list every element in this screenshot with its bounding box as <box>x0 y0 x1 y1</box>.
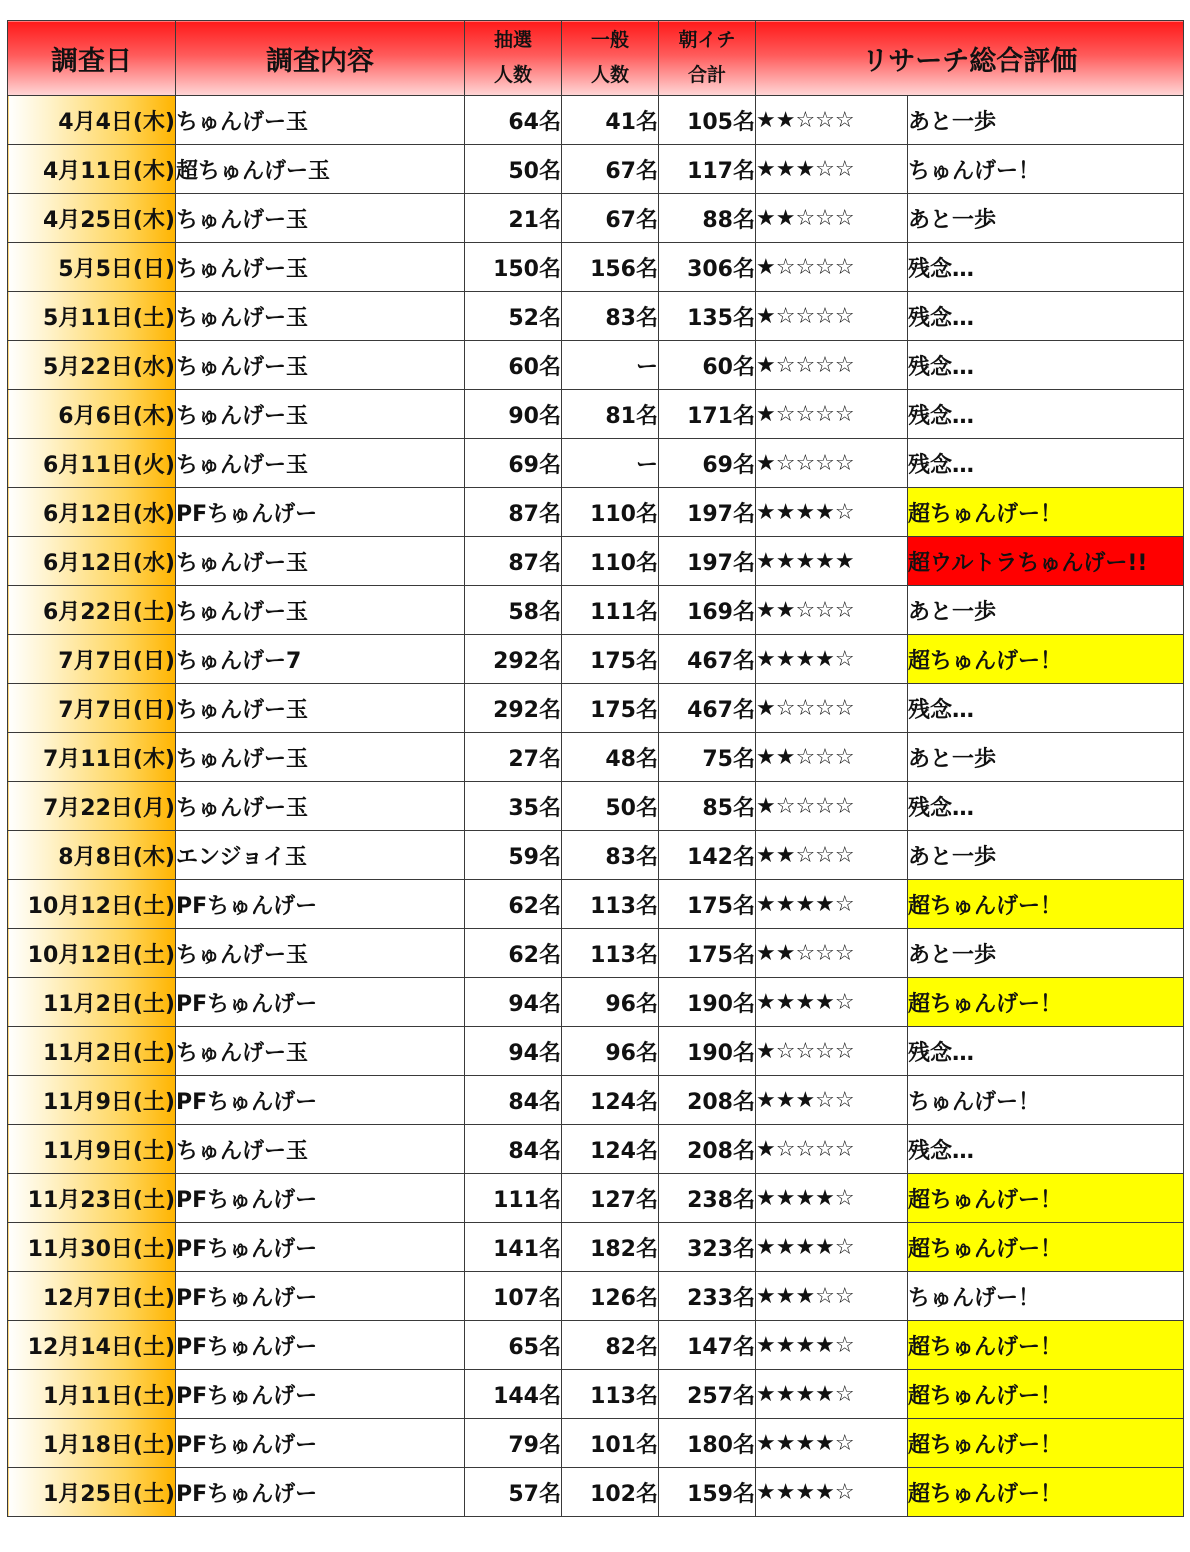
cell-general-count: 113名 <box>562 929 659 978</box>
cell-content: ちゅんげー玉 <box>176 439 465 488</box>
cell-content: PFちゅんげー <box>176 1321 465 1370</box>
cell-star-rating: ★★★☆☆ <box>756 1076 908 1125</box>
cell-general-count: 182名 <box>562 1223 659 1272</box>
cell-general-count: 48名 <box>562 733 659 782</box>
cell-general-count: 96名 <box>562 1027 659 1076</box>
cell-general-count: 175名 <box>562 635 659 684</box>
cell-evaluation: 残念… <box>908 1125 1184 1174</box>
cell-evaluation: 残念… <box>908 390 1184 439</box>
cell-content: PFちゅんげー <box>176 1174 465 1223</box>
header-morning-line2: 合計 <box>687 64 726 86</box>
table-row <box>8 390 1184 439</box>
cell-date: 1月25日(土) <box>8 1468 176 1517</box>
cell-star-rating: ★★★☆☆ <box>756 145 908 194</box>
cell-star-rating: ★☆☆☆☆ <box>756 684 908 733</box>
cell-general-count: 175名 <box>562 684 659 733</box>
cell-evaluation: 超ちゅんげー！ <box>908 1223 1184 1272</box>
cell-lottery-count: 90名 <box>465 390 562 439</box>
cell-general-count: 156名 <box>562 243 659 292</box>
cell-morning-total: 147名 <box>659 1321 756 1370</box>
cell-general-count: 50名 <box>562 782 659 831</box>
cell-morning-total: 208名 <box>659 1125 756 1174</box>
cell-star-rating: ★★☆☆☆ <box>756 929 908 978</box>
cell-content: PFちゅんげー <box>176 1468 465 1517</box>
table-row <box>8 1027 1184 1076</box>
cell-morning-total: 467名 <box>659 684 756 733</box>
cell-content: ちゅんげー玉 <box>176 96 465 145</box>
cell-general-count: 102名 <box>562 1468 659 1517</box>
cell-lottery-count: 64名 <box>465 96 562 145</box>
cell-content: PFちゅんげー <box>176 488 465 537</box>
cell-evaluation: 超ちゅんげー！ <box>908 1419 1184 1468</box>
cell-date: 11月9日(土) <box>8 1076 176 1125</box>
header-lottery-line2: 人数 <box>493 64 532 86</box>
cell-evaluation: 残念… <box>908 684 1184 733</box>
cell-lottery-count: 141名 <box>465 1223 562 1272</box>
cell-evaluation: あと一歩 <box>908 733 1184 782</box>
cell-morning-total: 88名 <box>659 194 756 243</box>
cell-lottery-count: 62名 <box>465 880 562 929</box>
cell-morning-total: 142名 <box>659 831 756 880</box>
table-row <box>8 684 1184 733</box>
cell-content: ちゅんげー7 <box>176 635 465 684</box>
cell-general-count: 113名 <box>562 1370 659 1419</box>
table-row <box>8 1370 1184 1419</box>
cell-lottery-count: 94名 <box>465 1027 562 1076</box>
cell-content: PFちゅんげー <box>176 1223 465 1272</box>
cell-date: 6月22日(土) <box>8 586 176 635</box>
cell-lottery-count: 144名 <box>465 1370 562 1419</box>
cell-date: 5月11日(土) <box>8 292 176 341</box>
cell-lottery-count: 150名 <box>465 243 562 292</box>
table-row <box>8 243 1184 292</box>
cell-general-count: 111名 <box>562 586 659 635</box>
cell-star-rating: ★☆☆☆☆ <box>756 1027 908 1076</box>
cell-date: 6月11日(火) <box>8 439 176 488</box>
cell-date: 12月7日(土) <box>8 1272 176 1321</box>
header-date: 調査日 <box>8 21 176 96</box>
cell-general-count: 101名 <box>562 1419 659 1468</box>
cell-lottery-count: 111名 <box>465 1174 562 1223</box>
cell-star-rating: ★★★★★ <box>756 537 908 586</box>
cell-star-rating: ★★★★☆ <box>756 1468 908 1517</box>
cell-content: ちゅんげー玉 <box>176 782 465 831</box>
header-rating: リサーチ総合評価 <box>756 21 1184 96</box>
cell-evaluation: 超ちゅんげー！ <box>908 488 1184 537</box>
cell-star-rating: ★★★★☆ <box>756 978 908 1027</box>
cell-star-rating: ★★☆☆☆ <box>756 96 908 145</box>
cell-star-rating: ★☆☆☆☆ <box>756 439 908 488</box>
cell-lottery-count: 292名 <box>465 635 562 684</box>
cell-date: 5月22日(水) <box>8 341 176 390</box>
cell-lottery-count: 21名 <box>465 194 562 243</box>
cell-lottery-count: 60名 <box>465 341 562 390</box>
cell-star-rating: ★★★★☆ <box>756 1370 908 1419</box>
cell-date: 11月30日(土) <box>8 1223 176 1272</box>
cell-content: 超ちゅんげー玉 <box>176 145 465 194</box>
table-row <box>8 1468 1184 1517</box>
table-row <box>8 831 1184 880</box>
cell-date: 11月23日(土) <box>8 1174 176 1223</box>
cell-morning-total: 171名 <box>659 390 756 439</box>
cell-lottery-count: 107名 <box>465 1272 562 1321</box>
cell-morning-total: 208名 <box>659 1076 756 1125</box>
table-row <box>8 1272 1184 1321</box>
table-row <box>8 1076 1184 1125</box>
cell-general-count: 67名 <box>562 145 659 194</box>
table-row <box>8 978 1184 1027</box>
cell-date: 1月11日(土) <box>8 1370 176 1419</box>
cell-star-rating: ★★★★☆ <box>756 880 908 929</box>
cell-general-count: ー <box>562 341 659 390</box>
cell-general-count: 124名 <box>562 1076 659 1125</box>
cell-content: PFちゅんげー <box>176 978 465 1027</box>
table-row <box>8 1321 1184 1370</box>
cell-evaluation: 超ちゅんげー！ <box>908 1370 1184 1419</box>
table-row <box>8 880 1184 929</box>
cell-date: 11月2日(土) <box>8 1027 176 1076</box>
cell-content: ちゅんげー玉 <box>176 684 465 733</box>
cell-date: 4月11日(木) <box>8 145 176 194</box>
cell-morning-total: 85名 <box>659 782 756 831</box>
cell-evaluation: ちゅんげー！ <box>908 1076 1184 1125</box>
table-row <box>8 1174 1184 1223</box>
cell-morning-total: 175名 <box>659 929 756 978</box>
cell-lottery-count: 27名 <box>465 733 562 782</box>
research-table <box>7 20 1184 1517</box>
cell-morning-total: 159名 <box>659 1468 756 1517</box>
cell-evaluation: あと一歩 <box>908 929 1184 978</box>
cell-lottery-count: 50名 <box>465 145 562 194</box>
cell-morning-total: 75名 <box>659 733 756 782</box>
cell-general-count: 83名 <box>562 292 659 341</box>
cell-evaluation: あと一歩 <box>908 96 1184 145</box>
header-general-line2: 人数 <box>590 64 629 86</box>
cell-evaluation: 超ウルトラちゅんげー!! <box>908 537 1184 586</box>
cell-lottery-count: 79名 <box>465 1419 562 1468</box>
cell-morning-total: 190名 <box>659 1027 756 1076</box>
cell-lottery-count: 62名 <box>465 929 562 978</box>
cell-content: ちゅんげー玉 <box>176 929 465 978</box>
table-row <box>8 341 1184 390</box>
cell-content: PFちゅんげー <box>176 1272 465 1321</box>
cell-evaluation: あと一歩 <box>908 586 1184 635</box>
cell-date: 12月14日(土) <box>8 1321 176 1370</box>
cell-date: 11月2日(土) <box>8 978 176 1027</box>
cell-morning-total: 238名 <box>659 1174 756 1223</box>
header-content: 調査内容 <box>176 21 465 96</box>
header-general-line1: 一般 <box>590 29 629 51</box>
cell-lottery-count: 52名 <box>465 292 562 341</box>
cell-lottery-count: 87名 <box>465 537 562 586</box>
cell-star-rating: ★☆☆☆☆ <box>756 390 908 439</box>
cell-morning-total: 197名 <box>659 537 756 586</box>
cell-date: 11月9日(土) <box>8 1125 176 1174</box>
table-row <box>8 586 1184 635</box>
cell-date: 1月18日(土) <box>8 1419 176 1468</box>
cell-morning-total: 60名 <box>659 341 756 390</box>
cell-star-rating: ★★★★☆ <box>756 1174 908 1223</box>
cell-evaluation: 残念… <box>908 341 1184 390</box>
cell-star-rating: ★★☆☆☆ <box>756 733 908 782</box>
table-header <box>8 21 1184 96</box>
cell-lottery-count: 35名 <box>465 782 562 831</box>
cell-star-rating: ★★☆☆☆ <box>756 194 908 243</box>
cell-general-count: 82名 <box>562 1321 659 1370</box>
cell-content: ちゅんげー玉 <box>176 537 465 586</box>
cell-date: 6月6日(木) <box>8 390 176 439</box>
cell-morning-total: 257名 <box>659 1370 756 1419</box>
cell-morning-total: 69名 <box>659 439 756 488</box>
cell-star-rating: ★★☆☆☆ <box>756 831 908 880</box>
header-general <box>562 21 659 96</box>
cell-general-count: 126名 <box>562 1272 659 1321</box>
cell-lottery-count: 94名 <box>465 978 562 1027</box>
cell-star-rating: ★★★★☆ <box>756 488 908 537</box>
table-row <box>8 439 1184 488</box>
cell-star-rating: ★☆☆☆☆ <box>756 1125 908 1174</box>
cell-evaluation: 超ちゅんげー！ <box>908 978 1184 1027</box>
cell-date: 6月12日(水) <box>8 537 176 586</box>
cell-star-rating: ★☆☆☆☆ <box>756 243 908 292</box>
cell-morning-total: 233名 <box>659 1272 756 1321</box>
cell-date: 6月12日(水) <box>8 488 176 537</box>
cell-date: 10月12日(土) <box>8 929 176 978</box>
cell-star-rating: ★☆☆☆☆ <box>756 782 908 831</box>
table-row <box>8 1125 1184 1174</box>
cell-general-count: 110名 <box>562 537 659 586</box>
cell-content: PFちゅんげー <box>176 1076 465 1125</box>
cell-morning-total: 190名 <box>659 978 756 1027</box>
cell-content: ちゅんげー玉 <box>176 194 465 243</box>
cell-evaluation: 残念… <box>908 292 1184 341</box>
cell-content: PFちゅんげー <box>176 1370 465 1419</box>
cell-evaluation: 残念… <box>908 439 1184 488</box>
header-morning-total <box>659 21 756 96</box>
cell-star-rating: ★★★★☆ <box>756 1223 908 1272</box>
cell-lottery-count: 84名 <box>465 1125 562 1174</box>
table-row <box>8 733 1184 782</box>
cell-general-count: 110名 <box>562 488 659 537</box>
cell-star-rating: ★☆☆☆☆ <box>756 341 908 390</box>
table-row <box>8 96 1184 145</box>
cell-morning-total: 306名 <box>659 243 756 292</box>
cell-morning-total: 175名 <box>659 880 756 929</box>
cell-content: ちゅんげー玉 <box>176 341 465 390</box>
cell-evaluation: 超ちゅんげー！ <box>908 635 1184 684</box>
cell-date: 7月11日(木) <box>8 733 176 782</box>
cell-star-rating: ★☆☆☆☆ <box>756 292 908 341</box>
cell-lottery-count: 292名 <box>465 684 562 733</box>
cell-general-count: 41名 <box>562 96 659 145</box>
cell-date: 7月7日(日) <box>8 684 176 733</box>
cell-content: ちゅんげー玉 <box>176 292 465 341</box>
cell-date: 10月12日(土) <box>8 880 176 929</box>
cell-evaluation: あと一歩 <box>908 194 1184 243</box>
table-row <box>8 537 1184 586</box>
cell-evaluation: 超ちゅんげー！ <box>908 1468 1184 1517</box>
cell-date: 7月7日(日) <box>8 635 176 684</box>
cell-content: ちゅんげー玉 <box>176 243 465 292</box>
cell-date: 8月8日(木) <box>8 831 176 880</box>
cell-morning-total: 180名 <box>659 1419 756 1468</box>
cell-date: 4月25日(木) <box>8 194 176 243</box>
cell-general-count: 67名 <box>562 194 659 243</box>
cell-evaluation: 残念… <box>908 1027 1184 1076</box>
cell-general-count: 113名 <box>562 880 659 929</box>
table-row <box>8 782 1184 831</box>
table-row <box>8 292 1184 341</box>
cell-lottery-count: 69名 <box>465 439 562 488</box>
cell-evaluation: ちゅんげー！ <box>908 145 1184 194</box>
cell-content: エンジョイ玉 <box>176 831 465 880</box>
cell-date: 4月4日(木) <box>8 96 176 145</box>
cell-morning-total: 323名 <box>659 1223 756 1272</box>
cell-content: ちゅんげー玉 <box>176 390 465 439</box>
cell-content: ちゅんげー玉 <box>176 1125 465 1174</box>
cell-evaluation: 超ちゅんげー！ <box>908 1174 1184 1223</box>
cell-evaluation: 残念… <box>908 782 1184 831</box>
cell-star-rating: ★★★★☆ <box>756 1419 908 1468</box>
table-row <box>8 194 1184 243</box>
table-body <box>8 96 1184 1517</box>
cell-general-count: 96名 <box>562 978 659 1027</box>
cell-general-count: 127名 <box>562 1174 659 1223</box>
cell-lottery-count: 59名 <box>465 831 562 880</box>
cell-lottery-count: 87名 <box>465 488 562 537</box>
table-row <box>8 145 1184 194</box>
cell-morning-total: 197名 <box>659 488 756 537</box>
cell-star-rating: ★★★★☆ <box>756 635 908 684</box>
header-lottery-line1: 抽選 <box>493 29 532 51</box>
cell-evaluation: ちゅんげー！ <box>908 1272 1184 1321</box>
cell-lottery-count: 57名 <box>465 1468 562 1517</box>
header-lottery <box>465 21 562 96</box>
table-row <box>8 1419 1184 1468</box>
cell-content: ちゅんげー玉 <box>176 1027 465 1076</box>
cell-star-rating: ★★★★☆ <box>756 1321 908 1370</box>
cell-evaluation: 超ちゅんげー！ <box>908 1321 1184 1370</box>
cell-lottery-count: 58名 <box>465 586 562 635</box>
header-morning-line1: 朝イチ <box>678 29 736 51</box>
cell-star-rating: ★★★☆☆ <box>756 1272 908 1321</box>
cell-morning-total: 105名 <box>659 96 756 145</box>
cell-content: PFちゅんげー <box>176 880 465 929</box>
cell-evaluation: あと一歩 <box>908 831 1184 880</box>
cell-star-rating: ★★☆☆☆ <box>756 586 908 635</box>
cell-lottery-count: 84名 <box>465 1076 562 1125</box>
table-row <box>8 1223 1184 1272</box>
cell-general-count: ー <box>562 439 659 488</box>
cell-lottery-count: 65名 <box>465 1321 562 1370</box>
cell-morning-total: 169名 <box>659 586 756 635</box>
cell-morning-total: 117名 <box>659 145 756 194</box>
table-row <box>8 488 1184 537</box>
cell-morning-total: 467名 <box>659 635 756 684</box>
cell-content: ちゅんげー玉 <box>176 733 465 782</box>
cell-morning-total: 135名 <box>659 292 756 341</box>
cell-general-count: 124名 <box>562 1125 659 1174</box>
cell-content: PFちゅんげー <box>176 1419 465 1468</box>
table-row <box>8 635 1184 684</box>
cell-general-count: 81名 <box>562 390 659 439</box>
cell-date: 7月22日(月) <box>8 782 176 831</box>
cell-evaluation: 超ちゅんげー！ <box>908 880 1184 929</box>
table-row <box>8 929 1184 978</box>
cell-general-count: 83名 <box>562 831 659 880</box>
cell-date: 5月5日(日) <box>8 243 176 292</box>
cell-evaluation: 残念… <box>908 243 1184 292</box>
cell-content: ちゅんげー玉 <box>176 586 465 635</box>
